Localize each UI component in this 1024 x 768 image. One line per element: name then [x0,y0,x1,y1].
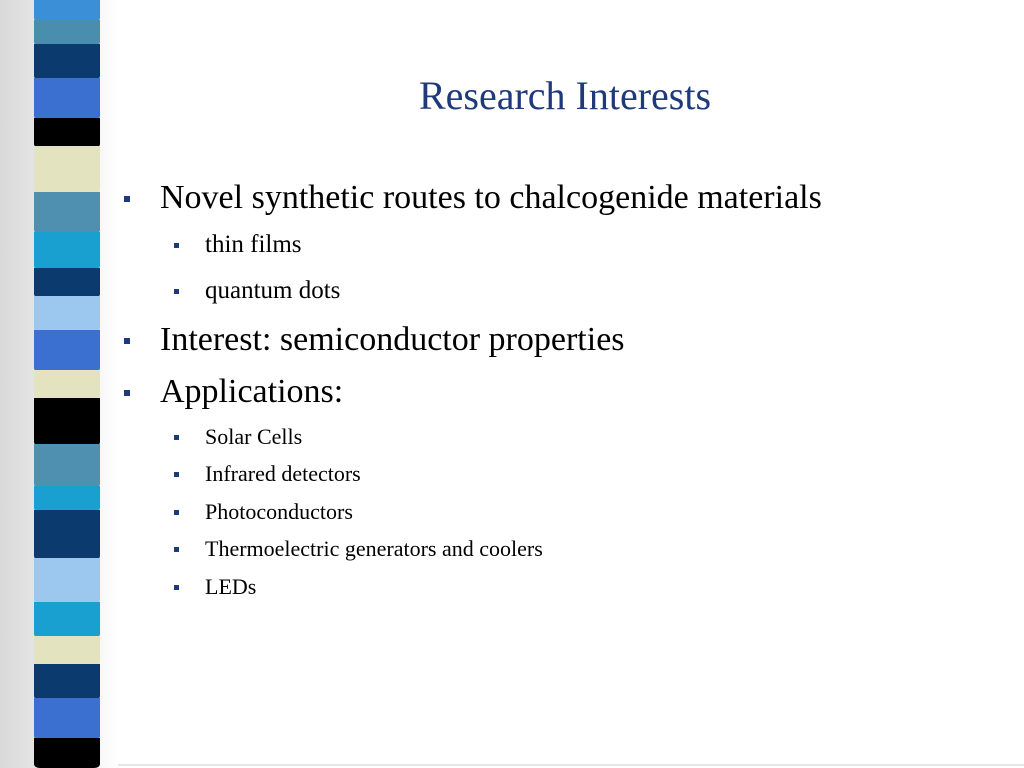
square-bullet-icon [124,338,130,344]
bullet-item [205,499,353,525]
square-bullet-icon [124,196,130,202]
bullet-text: Applications: [160,373,344,410]
bullet-text: thin films [205,231,302,258]
bullet-text: Novel synthetic routes to chalcogenide materials [160,179,822,216]
bullet-text: Interest: semiconductor properties [160,321,625,358]
bullet-text: Infrared detectors [205,461,361,486]
bullet-item [205,230,302,260]
bullet-text: Solar Cells [205,424,303,449]
bullet-item [205,461,361,487]
bullet-item [160,178,822,218]
bullet-item [160,372,343,412]
bullet-item [160,320,625,360]
bullet-item [205,574,256,600]
bullet-item [205,276,340,306]
bullet-text: Thermoelectric generators and coolers [205,536,543,561]
bottom-rule [118,764,1024,766]
bullet-text: Photoconductors [205,499,353,524]
bullet-item [205,424,302,450]
square-bullet-icon [174,585,179,590]
square-bullet-icon [174,243,179,248]
bullet-text: LEDs [205,574,257,599]
bullet-text: quantum dots [205,277,341,304]
square-bullet-icon [174,435,179,440]
square-bullet-icon [174,289,179,294]
bullet-item [205,536,543,562]
square-bullet-icon [124,390,130,396]
square-bullet-icon [174,510,179,515]
slide-title: Research Interests [418,73,712,118]
square-bullet-icon [174,472,179,477]
square-bullet-icon [174,547,179,552]
